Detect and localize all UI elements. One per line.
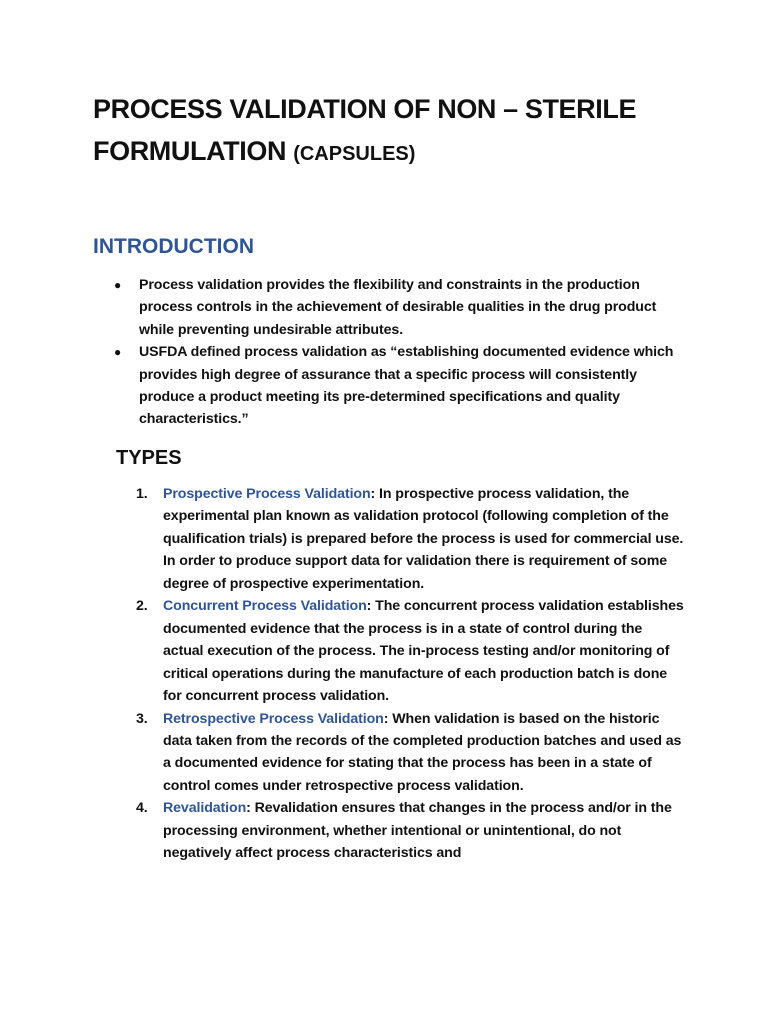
bullet-dot-icon: ● (114, 278, 122, 292)
type-item-concurrent (136, 595, 684, 707)
bullet-dot-icon: ● (114, 345, 122, 360)
type-item-prospective (136, 483, 684, 595)
type-term: Prospective Process Validation (163, 486, 371, 502)
introduction-bullet (114, 341, 684, 431)
document-title-sub: (CAPSULES) (293, 143, 416, 165)
type-description: : The concurrent process validation establishes documented evidence that the process is in a state of control during the actual execution of the process. The in-process testing and/or monitoring of critical operations during the manufacture of each production batch is done for concurrent process validation. (163, 598, 684, 705)
types-numbered-list (136, 483, 684, 865)
list-number: 2. (136, 598, 148, 615)
types-heading: TYPES (116, 447, 182, 469)
introduction-bullet (114, 274, 684, 341)
bullet-text: USFDA defined process validation as “establishing documented evidence which provides high degree of assurance that a specific process will consistently produce a product meeting its pre-determined specifications and quality characteristics.” (139, 344, 674, 428)
type-term: Concurrent Process Validation (163, 598, 367, 615)
list-number: 1. (136, 486, 148, 502)
type-item-retrospective (136, 708, 684, 798)
document-title (93, 88, 713, 175)
type-term: Revalidation (163, 800, 247, 817)
introduction-heading: INTRODUCTION (93, 235, 254, 258)
type-description: : In prospective process validation, the experimental plan known as validation protocol (following completion of the qualification trials) is prepared before the process is used for commercial use. In order to produce support data for validation there is requirement of some degree of prospective experimentation. (163, 486, 684, 592)
type-item-revalidation (136, 797, 684, 864)
type-term: Retrospective Process Validation (163, 710, 384, 727)
introduction-bullet-list (114, 274, 684, 431)
list-number: 4. (136, 800, 148, 817)
type-description: : When validation is based on the historic data taken from the records of the completed production batches and used as a documented evidence for stating that the process has been in a state of control comes under retrospective process validation. (163, 710, 682, 794)
list-number: 3. (136, 710, 148, 727)
bullet-text: Process validation provides the flexibility and constraints in the production process controls in the achievement of desirable qualities in the drug product while preventing undesirable attributes. (139, 277, 657, 338)
type-description: : Revalidation ensures that changes in the process and/or in the processing environment, whether intentional or unintentional, do not negatively affect process characteristics and (163, 800, 672, 862)
document-title-main: PROCESS VALIDATION OF NON – STERILE FORMULATION (93, 94, 637, 166)
